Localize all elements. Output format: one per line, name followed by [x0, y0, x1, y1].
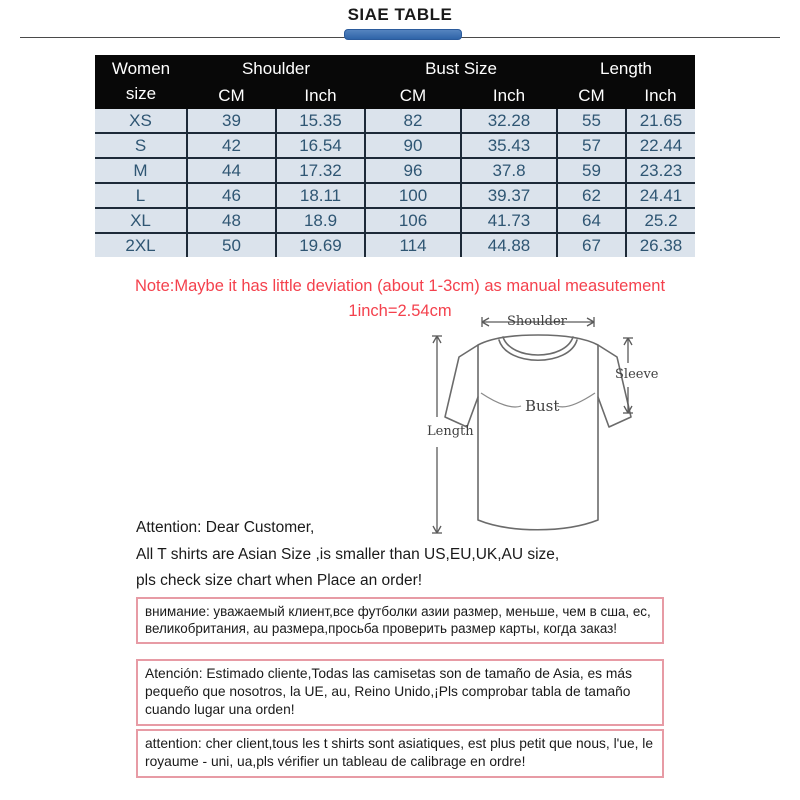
cell-shoulder_cm: 44 — [187, 158, 276, 183]
attention-line-2: All T shirts are Asian Size ,is smaller than US,EU,UK,AU size, — [136, 545, 560, 563]
cell-length_cm: 62 — [557, 183, 626, 208]
table-row — [95, 133, 695, 158]
table-header-group-row — [95, 55, 695, 83]
cell-length_inch: 25.2 — [626, 208, 695, 233]
women-label: Women — [111, 59, 171, 79]
cell-length_cm: 55 — [557, 109, 626, 133]
cell-length_cm: 59 — [557, 158, 626, 183]
cell-bust_inch: 37.8 — [461, 158, 557, 183]
cell-length_inch: 24.41 — [626, 183, 695, 208]
bust-guide-right — [557, 393, 595, 407]
cell-length_inch: 23.23 — [626, 158, 695, 183]
cell-shoulder_inch: 16.54 — [276, 133, 365, 158]
unit-header-bust-cm: CM — [365, 83, 461, 109]
cell-size-label: L — [95, 183, 187, 208]
unit-header-shoulder-inch: Inch — [276, 83, 365, 109]
note-line-2: 1inch=2.54cm — [348, 301, 452, 320]
cell-length_inch: 26.38 — [626, 233, 695, 257]
cell-bust_cm: 90 — [365, 133, 461, 158]
diagram-label-length: Length — [427, 424, 474, 439]
cell-shoulder_inch: 15.35 — [276, 109, 365, 133]
cell-shoulder_cm: 42 — [187, 133, 276, 158]
cell-bust_cm: 82 — [365, 109, 461, 133]
cell-bust_cm: 106 — [365, 208, 461, 233]
cell-size-label: M — [95, 158, 187, 183]
cell-shoulder_inch: 18.9 — [276, 208, 365, 233]
note-box-russian: внимание: уважаемый клиент,все футболки азии размер, меньше, чем в сша, ес, великобритания, au размера,просьба проверить размер карты, когда заказ! — [136, 597, 664, 644]
unit-header-length-cm: CM — [557, 83, 626, 109]
page-header — [0, 0, 800, 44]
attention-block — [136, 515, 696, 595]
size-chart-table — [95, 55, 695, 257]
table-row — [95, 183, 695, 208]
attention-line-3: pls check size chart when Place an order! — [136, 572, 423, 590]
page-title: SIAE TABLE — [347, 5, 453, 24]
column-header-bust: Bust Size — [365, 55, 557, 83]
cell-shoulder_cm: 48 — [187, 208, 276, 233]
diagram-label-shoulder: Shoulder — [507, 314, 567, 329]
table-body — [95, 109, 695, 257]
table-row — [95, 109, 695, 133]
unit-header-bust-inch: Inch — [461, 83, 557, 109]
size-label: size — [125, 84, 157, 103]
cell-size-label: XS — [95, 109, 187, 133]
cell-shoulder_inch: 18.11 — [276, 183, 365, 208]
unit-header-shoulder-cm: CM — [187, 83, 276, 109]
note-line-1: Note:Maybe it has little deviation (about 1-3cm) as manual measutement — [134, 277, 666, 295]
cell-bust_cm: 96 — [365, 158, 461, 183]
diagram-label-sleeve: Sleeve — [615, 367, 659, 382]
cell-length_cm: 57 — [557, 133, 626, 158]
cell-length_inch: 21.65 — [626, 109, 695, 133]
column-header-length: Length — [557, 55, 695, 83]
cell-shoulder_cm: 50 — [187, 233, 276, 257]
note-box-french: attention: cher client,tous les t shirts sont asiatiques, est plus petit que nous, l'ue, le royaume - uni, ua,pls vérifier un tableau de calibrage en ordre! — [136, 729, 664, 778]
unit-header-length-inch: Inch — [626, 83, 695, 109]
cell-length_cm: 67 — [557, 233, 626, 257]
title-accent-bar — [344, 29, 462, 40]
cell-length_inch: 22.44 — [626, 133, 695, 158]
cell-length_cm: 64 — [557, 208, 626, 233]
note-box-spanish: Atención: Estimado cliente,Todas las camisetas son de tamaño de Asia, es más pequeño que nosotros, la UE, au, Reino Unido,¡Pls comprobar tabla de tamaño cuando lugar una orden! — [136, 659, 664, 726]
cell-bust_cm: 100 — [365, 183, 461, 208]
cell-shoulder_cm: 46 — [187, 183, 276, 208]
attention-line-1: Attention: Dear Customer, — [136, 519, 315, 536]
cell-size-label: 2XL — [95, 233, 187, 257]
cell-bust_inch: 35.43 — [461, 133, 557, 158]
column-header-women-size — [95, 55, 187, 109]
table-row — [95, 233, 695, 257]
cell-bust_inch: 41.73 — [461, 208, 557, 233]
table-row — [95, 208, 695, 233]
cell-shoulder_inch: 19.69 — [276, 233, 365, 257]
neckline-inner — [503, 337, 573, 355]
cell-bust_cm: 114 — [365, 233, 461, 257]
cell-shoulder_inch: 17.32 — [276, 158, 365, 183]
cell-shoulder_cm: 39 — [187, 109, 276, 133]
diagram-label-bust: Bust — [525, 397, 560, 415]
cell-bust_inch: 32.28 — [461, 109, 557, 133]
column-header-shoulder: Shoulder — [187, 55, 365, 83]
neckline-outer — [499, 340, 577, 360]
cell-size-label: S — [95, 133, 187, 158]
table-row — [95, 158, 695, 183]
bust-guide-left — [481, 393, 521, 407]
cell-bust_inch: 39.37 — [461, 183, 557, 208]
cell-size-label: XL — [95, 208, 187, 233]
table-header — [95, 55, 695, 109]
cell-bust_inch: 44.88 — [461, 233, 557, 257]
